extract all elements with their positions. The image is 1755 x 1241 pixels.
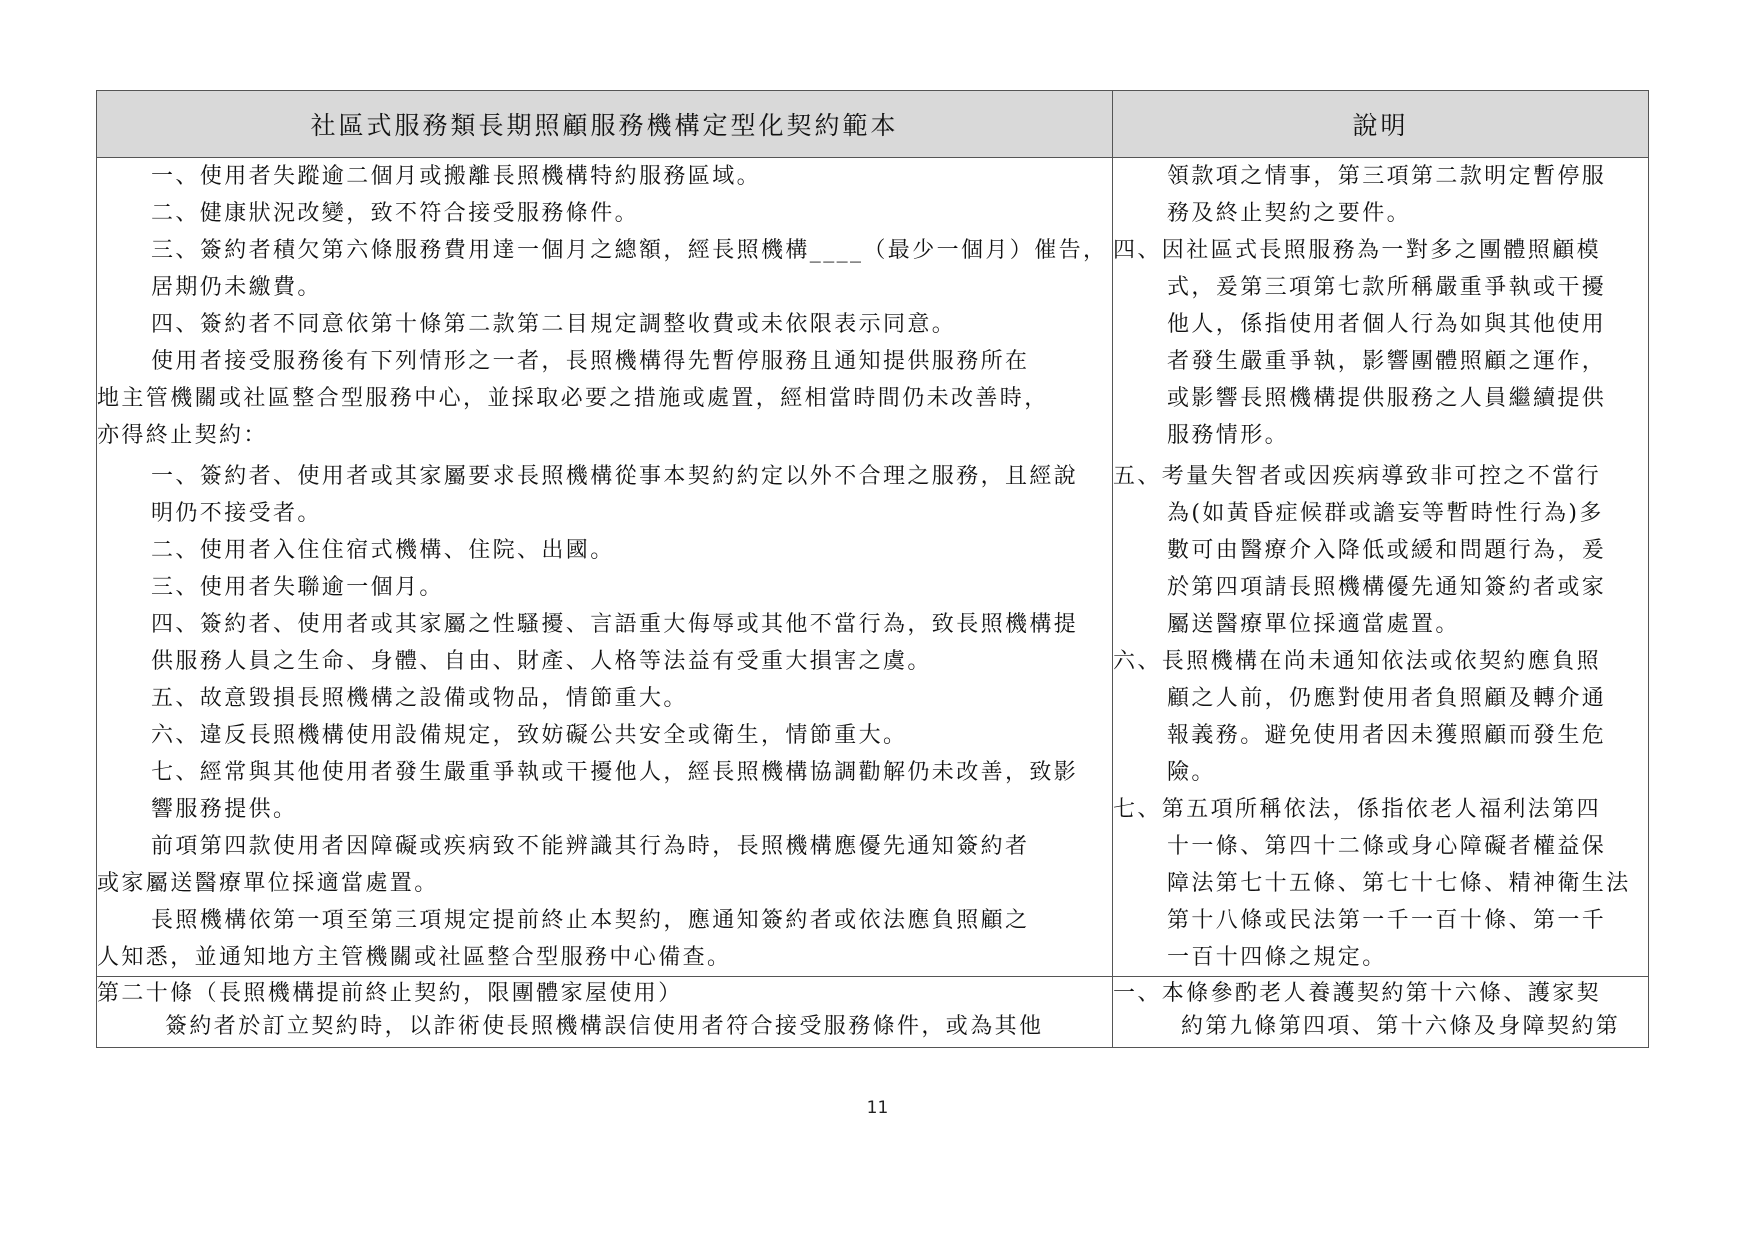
- contract-line: 四、簽約者不同意依第十條第二款第二目規定調整收費或未依限表示同意。: [151, 312, 957, 337]
- explanation-line: 服務情形。: [1167, 423, 1290, 448]
- contract-line: 一、使用者失蹤逾二個月或搬離長照機構特約服務區域。: [151, 164, 762, 189]
- explanation-line: 第十八條或民法第一千一百十條、第一千: [1167, 908, 1607, 933]
- explanation-line: 十一條、第四十二條或身心障礙者權益保: [1167, 834, 1607, 859]
- explanation-line: 或影響長照機構提供服務之人員繼續提供: [1167, 386, 1607, 411]
- explanation-line: 式，爰第三項第七款所稱嚴重爭執或干擾: [1167, 275, 1607, 300]
- explanation-line: 務及終止契約之要件。: [1167, 201, 1412, 226]
- contract-line: 四、簽約者、使用者或其家屬之性騷擾、言語重大侮辱或其他不當行為，致長照機構提: [151, 612, 1079, 637]
- explanation-line: 一、本條參酌老人養護契約第十六條、護家契: [1113, 981, 1602, 1006]
- explanation-line: 險。: [1167, 760, 1216, 785]
- next-article-cell: [97, 977, 1113, 1048]
- contract-line: 二、健康狀況改變，致不符合接受服務條件。: [151, 201, 640, 226]
- contract-line: 人知悉，並通知地方主管機關或社區整合型服務中心備查。: [97, 945, 732, 970]
- contract-line: 明仍不接受者。: [151, 501, 322, 526]
- contract-line: 七、經常與其他使用者發生嚴重爭執或干擾他人，經長照機構協調勸解仍未改善，致影: [151, 760, 1079, 785]
- explanation-line: 約第九條第四項、第十六條及身障契約第: [1181, 1014, 1621, 1039]
- contract-column-header: 社區式服務類長期照顧服務機構定型化契約範本: [97, 91, 1113, 158]
- explanation-line: 屬送醫療單位採適當處置。: [1167, 612, 1460, 637]
- explanation-line: 為(如黃昏症候群或譫妄等暫時性行為)多: [1167, 501, 1604, 526]
- contract-line: 居期仍未繳費。: [151, 275, 322, 300]
- explanation-line: 於第四項請長照機構優先通知簽約者或家: [1167, 575, 1607, 600]
- contract-line: 前項第四款使用者因障礙或疾病致不能辨識其行為時，長照機構應優先通知簽約者: [151, 834, 1030, 859]
- table-header-row: [97, 91, 1649, 158]
- explanation-column-header: 說明: [1113, 91, 1649, 158]
- explanation-line: 他人，係指使用者個人行為如與其他使用: [1167, 312, 1607, 337]
- contract-line: 二、使用者入住住宿式機構、住院、出國。: [151, 538, 615, 563]
- contract-line: 地主管機關或社區整合型服務中心，並採取必要之措施或處置，經相當時間仍未改善時，: [97, 386, 1049, 411]
- explanation-line: 領款項之情事，第三項第二款明定暫停服: [1167, 164, 1607, 189]
- explanation-line: 五、考量失智者或因疾病導致非可控之不當行: [1113, 464, 1602, 489]
- article-body-line: 簽約者於訂立契約時，以詐術使長照機構誤信使用者符合接受服務條件，或為其他: [165, 1014, 1044, 1039]
- page-number: 11: [866, 1098, 889, 1118]
- contract-line: 亦得終止契約：: [97, 423, 268, 448]
- explanation-line: 四、因社區式長照服務為一對多之團體照顧模: [1113, 238, 1602, 263]
- contract-table: [96, 90, 1649, 1048]
- explanation-text-cell: [1113, 158, 1649, 977]
- explanation-line: 顧之人前，仍應對使用者負照顧及轉介通: [1167, 686, 1607, 711]
- contract-line: 五、故意毀損長照機構之設備或物品，情節重大。: [151, 686, 688, 711]
- contract-line: 三、簽約者積欠第六條服務費用達一個月之總額，經長照機構____（最少一個月）催告，: [151, 238, 1108, 263]
- contract-line: 一、簽約者、使用者或其家屬要求長照機構從事本契約約定以外不合理之服務，且經說: [151, 464, 1079, 489]
- explanation-line: 障法第七十五條、第七十七條、精神衛生法: [1167, 871, 1631, 896]
- contract-line: 供服務人員之生命、身體、自由、財產、人格等法益有受重大損害之虞。: [151, 649, 932, 674]
- contract-line: 響服務提供。: [151, 797, 298, 822]
- explanation-line: 六、長照機構在尚未通知依法或依契約應負照: [1113, 649, 1602, 674]
- explanation-line: 一百十四條之規定。: [1167, 945, 1387, 970]
- explanation-line: 者發生嚴重爭執，影響團體照顧之運作，: [1167, 349, 1607, 374]
- contract-line: 使用者接受服務後有下列情形之一者，長照機構得先暫停服務且通知提供服務所在: [151, 349, 1030, 374]
- table-body-row: [97, 158, 1649, 977]
- next-article-row: [97, 977, 1649, 1048]
- contract-text-cell: [97, 158, 1113, 977]
- article-title: 第二十條（長照機構提前終止契約，限團體家屋使用）: [97, 981, 683, 1006]
- explanation-line: 七、第五項所稱依法，係指依老人福利法第四: [1113, 797, 1602, 822]
- contract-line: 或家屬送醫療單位採適當處置。: [97, 871, 439, 896]
- contract-line: 長照機構依第一項至第三項規定提前終止本契約，應通知簽約者或依法應負照顧之: [151, 908, 1030, 933]
- explanation-line: 數可由醫療介入降低或緩和問題行為，爰: [1167, 538, 1607, 563]
- next-article-note-cell: [1113, 977, 1649, 1048]
- explanation-line: 報義務。避免使用者因未獲照顧而發生危: [1167, 723, 1607, 748]
- contract-line: 三、使用者失聯逾一個月。: [151, 575, 444, 600]
- contract-line: 六、違反長照機構使用設備規定，致妨礙公共安全或衛生，情節重大。: [151, 723, 908, 748]
